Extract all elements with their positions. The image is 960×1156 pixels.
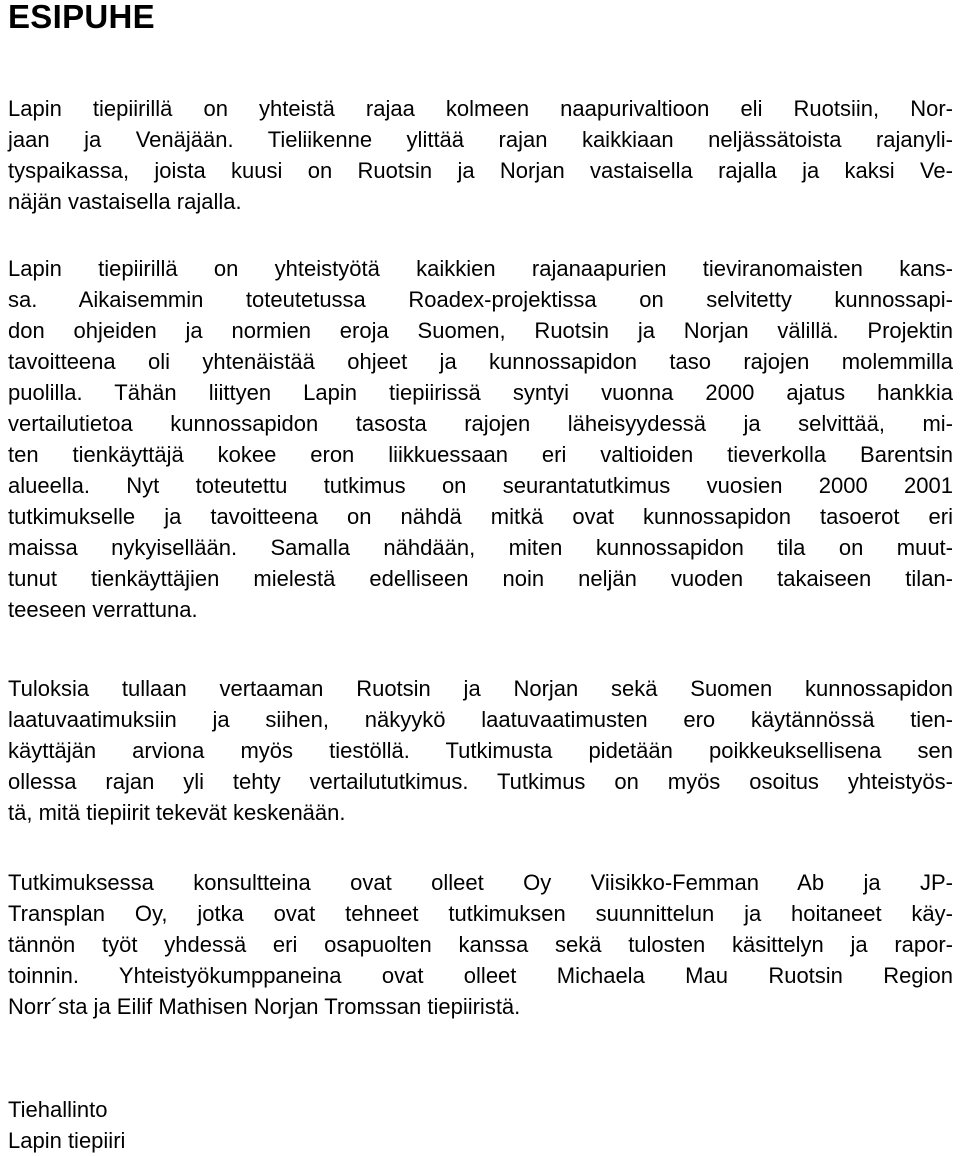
- text-line: Lapin tiepiirillä on yhteistyötä kaikkien rajanaapurien tieviranomaisten kans-: [8, 256, 953, 281]
- signature-organization: Tiehallinto: [8, 1097, 108, 1122]
- text-line: sa. Aikaisemmin toteutetussa Roadex-projektissa on selvitetty kunnossapi-: [8, 287, 953, 312]
- text-line: Transplan Oy, jotka ovat tehneet tutkimuksen suunnittelun ja hoitaneet käy-: [8, 901, 953, 926]
- text-line: toinnin. Yhteistyökumppaneina ovat olleet Michaela Mau Ruotsin Region: [8, 963, 953, 988]
- text-line: jaan ja Venäjään. Tieliikenne ylittää rajan kaikkiaan neljässätoista rajanyli-: [8, 127, 953, 152]
- text-line: Lapin tiepiirillä on yhteistä rajaa kolmeen naapurivaltioon eli Ruotsiin, Nor-: [8, 96, 953, 121]
- text-line: vertailutietoa kunnossapidon tasosta rajojen läheisyydessä ja selvittää, mi-: [8, 411, 953, 436]
- paragraph-3: [8, 673, 953, 828]
- text-line: Tuloksia tullaan vertaaman Ruotsin ja Norjan sekä Suomen kunnossapidon: [8, 676, 953, 701]
- text-line: don ohjeiden ja normien eroja Suomen, Ruotsin ja Norjan välillä. Projektin: [8, 318, 953, 343]
- text-line: Tutkimuksessa konsultteina ovat olleet Oy Viisikko-Femman Ab ja JP-: [8, 870, 953, 895]
- text-line: tännön työt yhdessä eri osapuolten kanssa sekä tulosten käsittelyn ja rapor-: [8, 932, 953, 957]
- text-line: tutkimukselle ja tavoitteena on nähdä mitkä ovat kunnossapidon tasoerot eri: [8, 504, 953, 529]
- paragraph-4: [8, 867, 953, 1022]
- text-line: käyttäjän arviona myös tiestöllä. Tutkimusta pidetään poikkeuksellisena sen: [8, 738, 953, 763]
- paragraph-2: [8, 253, 953, 625]
- text-line: ten tienkäyttäjä kokee eron liikkuessaan eri valtioiden tieverkolla Barentsin: [8, 442, 953, 467]
- text-line: tavoitteena oli yhtenäistää ohjeet ja kunnossapidon taso rajojen molemmilla: [8, 349, 953, 374]
- signature-block: [8, 1094, 125, 1156]
- text-line: ollessa rajan yli tehty vertailututkimus. Tutkimus on myös osoitus yhteistyös-: [8, 769, 953, 794]
- text-line: tunut tienkäyttäjien mielestä edelliseen noin neljän vuoden takaiseen tilan-: [8, 566, 953, 591]
- signature-department: Lapin tiepiiri: [8, 1128, 126, 1153]
- text-line: alueella. Nyt toteutettu tutkimus on seurantatutkimus vuosien 2000 2001: [8, 473, 953, 498]
- text-line: tyspaikassa, joista kuusi on Ruotsin ja Norjan vastaisella rajalla ja kaksi Ve-: [8, 158, 953, 183]
- text-line: näjän vastaisella rajalla.: [8, 189, 242, 214]
- text-line: puolilla. Tähän liittyen Lapin tiepiirissä syntyi vuonna 2000 ajatus hankkia: [8, 380, 953, 405]
- text-line: maissa nykyisellään. Samalla nähdään, miten kunnossapidon tila on muut-: [8, 535, 953, 560]
- text-line: Norr´sta ja Eilif Mathisen Norjan Tromssan tiepiiristä.: [8, 994, 521, 1019]
- text-line: teeseen verrattuna.: [8, 597, 198, 622]
- page-title: ESIPUHE: [8, 0, 155, 35]
- paragraph-1: [8, 93, 953, 217]
- text-line: tä, mitä tiepiirit tekevät keskenään.: [8, 800, 346, 825]
- text-line: laatuvaatimuksiin ja siihen, näkyykö laatuvaatimusten ero käytännössä tien-: [8, 707, 953, 732]
